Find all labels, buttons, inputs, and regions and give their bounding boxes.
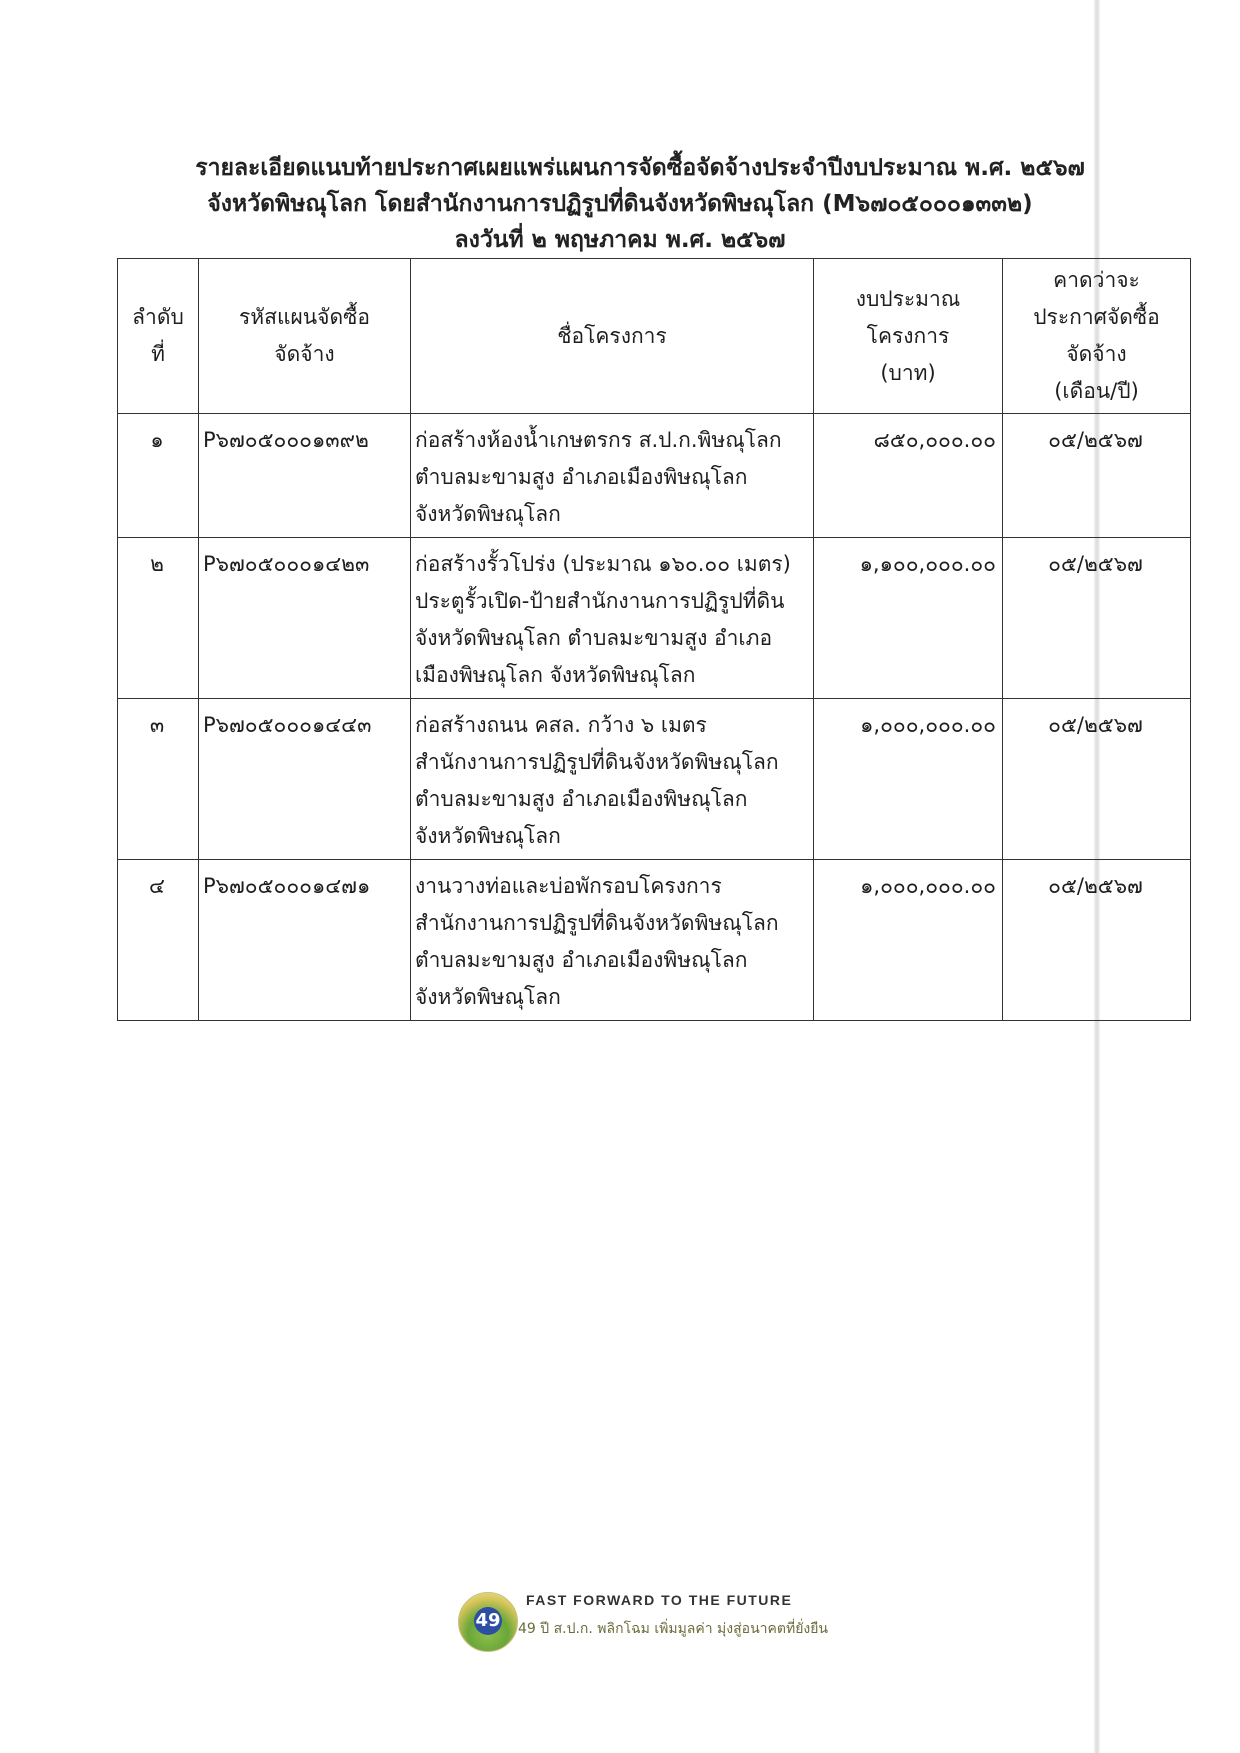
header-text: (เดือน/ปี) — [1054, 379, 1139, 403]
cell-plan-code: P๖๗๐๕๐๐๐๑๔๗๑ — [199, 860, 411, 1021]
header-text: จัดจ้าง — [1066, 342, 1127, 366]
project-name-line: จังหวัดพิษณุโลก — [415, 824, 561, 848]
project-name-line: จังหวัดพิษณุโลก — [415, 985, 561, 1009]
project-name-line: ก่อสร้างถนน คสล. กว้าง ๖ เมตร — [415, 713, 707, 737]
header-text: รหัสแผนจัดซื้อ — [239, 305, 370, 329]
table-row — [118, 538, 1191, 699]
header-text: งบประมาณ — [855, 286, 961, 311]
project-name-line: สำนักงานการปฏิรูปที่ดินจังหวัดพิษณุโลก — [415, 750, 779, 774]
project-name-line: จังหวัดพิษณุโลก — [415, 502, 561, 526]
header-budget — [814, 259, 1003, 414]
title-line-1: รายละเอียดแนบท้ายประกาศเผยแพร่แผนการจัดซื้อจัดจ้างประจำปีงบประมาณ พ.ศ. ๒๕๖๗ — [195, 155, 1085, 181]
cell-budget: ๘๕๐,๐๐๐.๐๐ — [814, 414, 1003, 538]
project-name-line: เมืองพิษณุโลก จังหวัดพิษณุโลก — [415, 663, 696, 687]
header-text: จัดจ้าง — [274, 342, 335, 366]
cell-project-name — [411, 414, 814, 538]
alro-anniversary-logo-icon — [458, 1592, 518, 1652]
cell-no: ๒ — [118, 538, 199, 699]
project-name-line: จังหวัดพิษณุโลก ตำบลมะขามสูง อำเภอ — [415, 626, 773, 650]
title-line-3: ลงวันที่ ๒ พฤษภาคม พ.ศ. ๒๕๖๗ — [454, 227, 786, 253]
project-name-line: สำนักงานการปฏิรูปที่ดินจังหวัดพิษณุโลก — [415, 911, 779, 935]
procurement-plan-table — [117, 258, 1191, 1021]
cell-project-name — [411, 538, 814, 699]
header-text: ลำดับ — [132, 305, 184, 329]
project-name-line: งานวางท่อและบ่อพักรอบโครงการ — [415, 874, 722, 898]
table-header-row — [118, 259, 1191, 414]
cell-plan-code: P๖๗๐๕๐๐๐๑๓๙๒ — [199, 414, 411, 538]
header-text: ที่ — [151, 342, 165, 366]
project-name-line: ตำบลมะขามสูง อำเภอเมืองพิษณุโลก — [415, 465, 748, 489]
header-text: คาดว่าจะ — [1053, 268, 1140, 292]
cell-plan-code: P๖๗๐๕๐๐๐๑๔๒๓ — [199, 538, 411, 699]
header-no — [118, 259, 199, 414]
project-name-line: ตำบลมะขามสูง อำเภอเมืองพิษณุโลก — [415, 948, 748, 972]
cell-project-name — [411, 699, 814, 860]
table-row — [118, 699, 1191, 860]
cell-announce-month: ๐๕/๒๕๖๗ — [1003, 414, 1191, 538]
project-name-line: ก่อสร้างห้องน้ำเกษตรกร ส.ป.ก.พิษณุโลก — [415, 428, 782, 452]
footer-subtitle: 49 ปี ส.ป.ก. พลิกโฉม เพิ่มมูลค่า มุ่งสู่อนาคตที่ยั่งยืน — [518, 1621, 829, 1637]
cell-announce-month: ๐๕/๒๕๖๗ — [1003, 699, 1191, 860]
cell-announce-month: ๐๕/๒๕๖๗ — [1003, 860, 1191, 1021]
cell-plan-code: P๖๗๐๕๐๐๐๑๔๔๓ — [199, 699, 411, 860]
cell-project-name — [411, 860, 814, 1021]
logo-number: 49 — [474, 1607, 502, 1635]
table-row — [118, 860, 1191, 1021]
cell-no: ๑ — [118, 414, 199, 538]
cell-budget: ๑,๑๐๐,๐๐๐.๐๐ — [814, 538, 1003, 699]
header-text: (บาท) — [880, 360, 936, 385]
header-text: ชื่อโครงการ — [557, 323, 667, 348]
project-name-line: ตำบลมะขามสูง อำเภอเมืองพิษณุโลก — [415, 787, 748, 811]
cell-no: ๓ — [118, 699, 199, 860]
cell-budget: ๑,๐๐๐,๐๐๐.๐๐ — [814, 860, 1003, 1021]
cell-budget: ๑,๐๐๐,๐๐๐.๐๐ — [814, 699, 1003, 860]
header-text: ประกาศจัดซื้อ — [1033, 305, 1160, 329]
header-plan-code — [199, 259, 411, 414]
title-line-2: จังหวัดพิษณุโลก โดยสำนักงานการปฏิรูปที่ดินจังหวัดพิษณุโลก (M๖๗๐๕๐๐๐๑๓๓๒) — [207, 191, 1033, 217]
cell-no: ๔ — [118, 860, 199, 1021]
footer-banner — [458, 1588, 918, 1658]
table-row — [118, 414, 1191, 538]
header-announce-month — [1003, 259, 1191, 414]
footer-slogan: FAST FORWARD TO THE FUTURE — [526, 1592, 793, 1608]
project-name-line: ประตูรั้วเปิด-ป้ายสำนักงานการปฏิรูปที่ดิน — [415, 589, 785, 613]
cell-announce-month: ๐๕/๒๕๖๗ — [1003, 538, 1191, 699]
document-header — [0, 150, 1240, 258]
project-name-line: ก่อสร้างรั้วโปร่ง (ประมาณ ๑๖๐.๐๐ เมตร) — [415, 552, 791, 576]
header-text: โครงการ — [866, 323, 950, 348]
header-project-name — [411, 259, 814, 414]
